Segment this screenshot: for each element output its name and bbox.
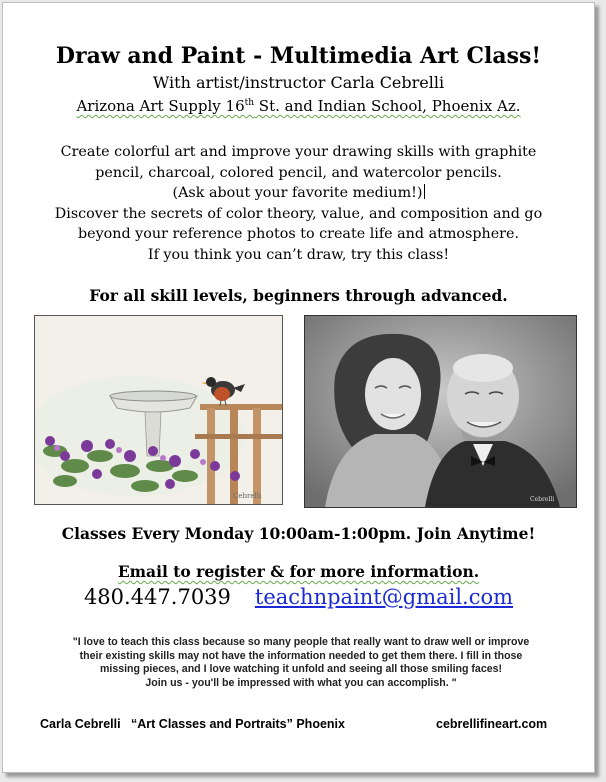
description-line: Create colorful art and improve your drawing skills with graphite: [60, 144, 537, 160]
email-link[interactable]: teachnpaint@gmail.com: [254, 585, 514, 609]
page-title: Draw and Paint - Multimedia Art Class!: [55, 43, 542, 69]
footer-name: Carla Cebrelli “Art Classes and Portraits” Phoenix: [40, 717, 345, 731]
phone-number: 480.447.7039: [83, 585, 231, 609]
flyer-page: [2, 2, 595, 773]
location-sup: th: [244, 98, 255, 108]
couple-portrait-drawing: [304, 315, 577, 508]
instructor-quote: [37, 636, 565, 690]
description-line: pencil, charcoal, colored pencil, and watercolor pencils.: [95, 164, 502, 181]
skill-levels: For all skill levels, beginners through advanced.: [89, 286, 508, 305]
quote-line: missing pieces, and I love watching it unfold and seeing all those smiling faces!: [99, 663, 503, 676]
quote-line: "I love to teach this class because so many people that really want to draw well or improve: [72, 636, 530, 648]
class-schedule: Classes Every Monday 10:00am-1:00pm. Join Anytime!: [61, 524, 536, 543]
description-line: Discover the secrets of color theory, value, and composition and go: [54, 205, 543, 222]
instructor-line: With artist/instructor Carla Cebrelli: [152, 73, 445, 92]
quote-line: Join us - you'll be impressed with what you can accomplish. ": [145, 676, 457, 689]
robin-birdbath-illustration: [35, 316, 282, 504]
description-line: (Ask about your favorite medium!): [172, 185, 423, 201]
svg-text:Cebrelli: Cebrelli: [530, 496, 555, 503]
location-line: [3, 97, 594, 115]
description-line: beyond your reference photos to create life and atmosphere.: [77, 226, 519, 242]
contact-line: [3, 585, 594, 609]
text-cursor: [424, 184, 425, 199]
description-line: If you think you can’t draw, try this class!: [147, 246, 450, 263]
quote-line: their existing skills may not have the information needed to get them there. I fill in those: [79, 649, 523, 662]
description: [3, 142, 594, 265]
robin-birdbath-painting: [34, 315, 283, 505]
footer-website: cebrellifineart.com: [436, 717, 548, 731]
couple-portrait-illustration: [305, 316, 576, 507]
location-text-rest: St. and Indian School, Phoenix Az.: [254, 97, 521, 115]
location-text: Arizona Art Supply 16: [76, 97, 245, 115]
register-heading: Email to register & for more information.: [117, 562, 480, 581]
svg-text:Cebrelli: Cebrelli: [233, 492, 262, 500]
